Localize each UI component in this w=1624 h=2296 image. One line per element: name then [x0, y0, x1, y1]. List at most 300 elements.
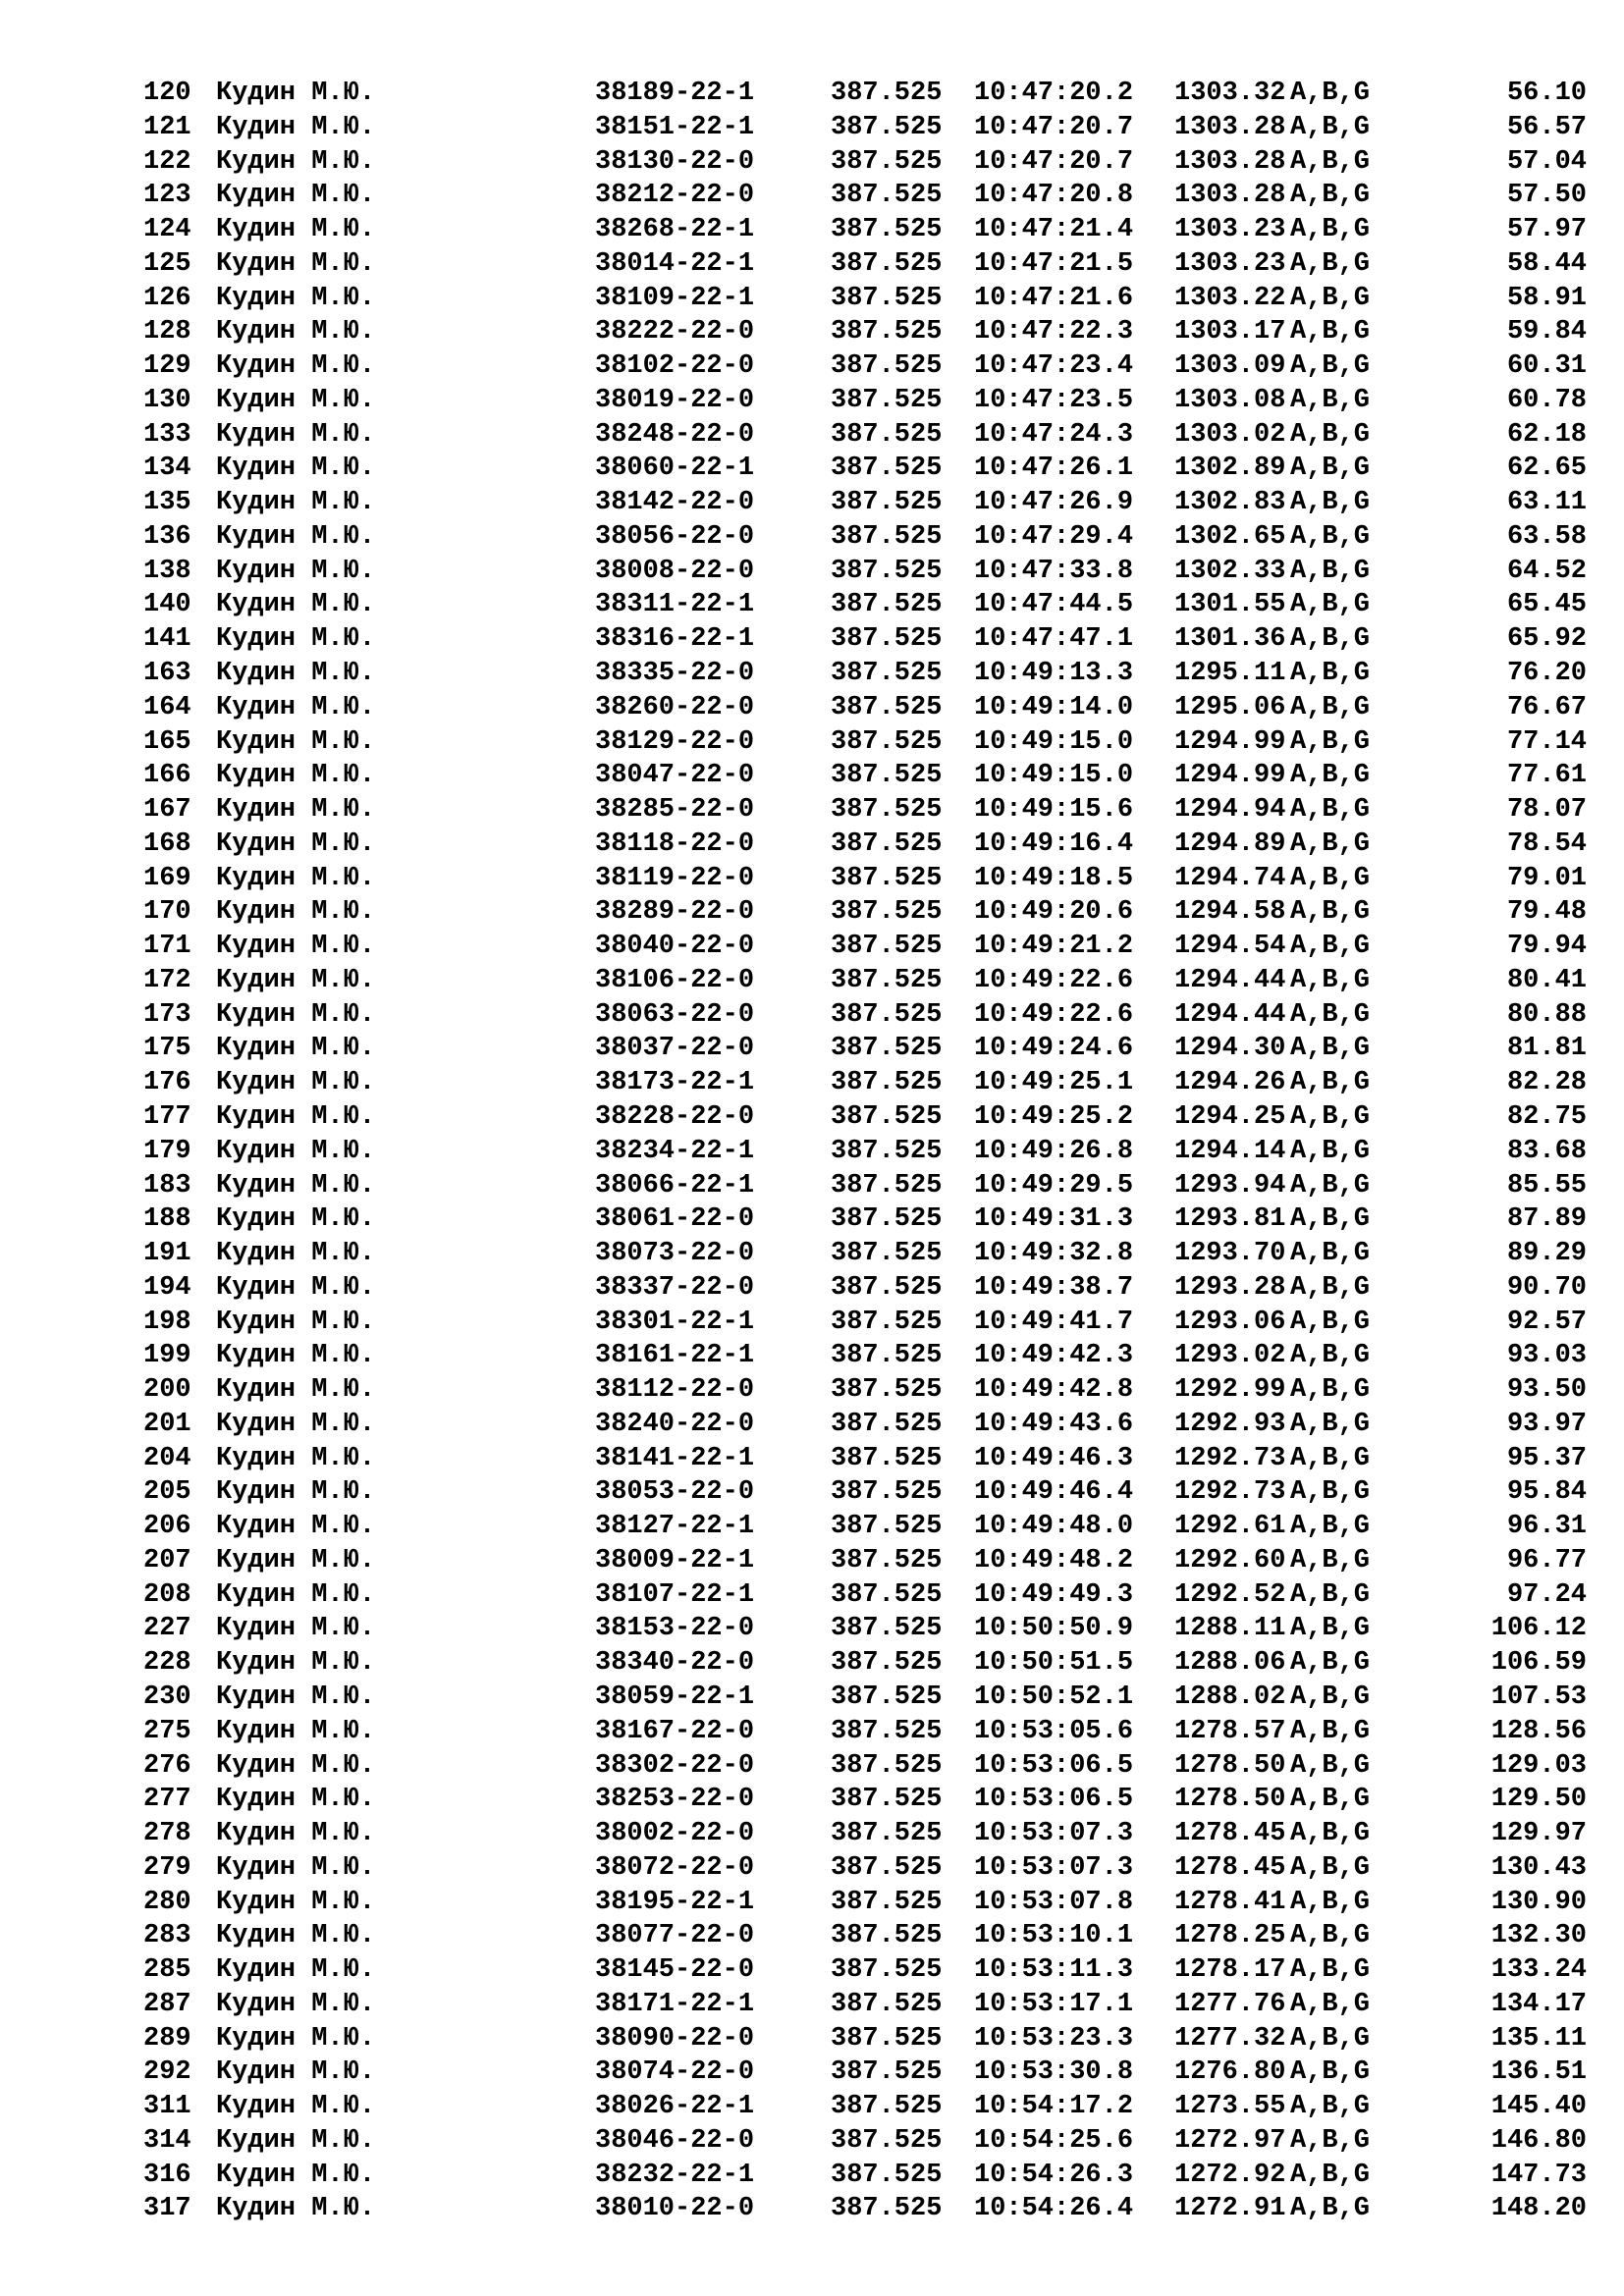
row-frequency: 387.525 [831, 897, 943, 928]
table-row [0, 862, 1624, 896]
row-time: 10:49:31.3 [974, 1204, 1134, 1235]
row-code: 38240-22-0 [595, 1409, 755, 1439]
row-distance: 133.24 [1490, 1955, 1587, 1986]
row-name: Кудин М.Ю. [216, 965, 376, 995]
row-number: 277 [143, 1785, 191, 1815]
row-number: 198 [143, 1307, 191, 1337]
table-row [0, 1032, 1624, 1066]
row-time: 10:47:21.4 [974, 215, 1134, 245]
row-value: 1294.44 [1174, 965, 1286, 995]
row-value: 1303.28 [1174, 181, 1286, 211]
row-time: 10:53:05.6 [974, 1716, 1134, 1746]
row-group: A,B,G [1290, 79, 1371, 108]
row-frequency: 387.525 [831, 1068, 943, 1098]
row-code: 38141-22-1 [595, 1443, 755, 1473]
row-distance: 57.04 [1506, 146, 1587, 177]
row-group: A,B,G [1290, 2057, 1371, 2088]
table-row [0, 2192, 1624, 2226]
row-number: 177 [143, 1101, 191, 1132]
row-value: 1303.28 [1174, 146, 1286, 177]
row-frequency: 387.525 [831, 1989, 943, 2019]
row-frequency: 387.525 [831, 1307, 943, 1337]
row-number: 292 [143, 2057, 191, 2088]
row-value: 1288.02 [1174, 1682, 1286, 1712]
row-name: Кудин М.Ю. [216, 385, 376, 415]
row-time: 10:47:29.4 [974, 521, 1134, 552]
row-time: 10:49:14.0 [974, 692, 1134, 722]
row-number: 285 [143, 1955, 191, 1986]
row-code: 38073-22-0 [595, 1239, 755, 1269]
row-code: 38129-22-0 [595, 726, 755, 757]
row-group: A,B,G [1290, 146, 1371, 177]
row-distance: 80.41 [1506, 965, 1587, 995]
row-code: 38074-22-0 [595, 2057, 755, 2088]
row-value: 1292.61 [1174, 1512, 1286, 1542]
row-name: Кудин М.Ю. [216, 1682, 376, 1712]
row-value: 1301.36 [1174, 624, 1286, 655]
row-number: 170 [143, 897, 191, 928]
row-number: 163 [143, 659, 191, 689]
row-time: 10:54:26.3 [974, 2160, 1134, 2190]
row-time: 10:47:22.3 [974, 317, 1134, 347]
row-time: 10:49:32.8 [974, 1239, 1134, 1269]
row-number: 175 [143, 1034, 191, 1064]
row-group: A,B,G [1290, 1545, 1371, 1575]
row-number: 140 [143, 590, 191, 620]
row-distance: 82.75 [1506, 1101, 1587, 1132]
row-group: A,B,G [1290, 521, 1371, 552]
row-name: Кудин М.Ю. [216, 726, 376, 757]
table-row [0, 895, 1624, 930]
row-code: 38222-22-0 [595, 317, 755, 347]
row-value: 1302.65 [1174, 521, 1286, 552]
row-code: 38268-22-1 [595, 215, 755, 245]
row-group: A,B,G [1290, 1136, 1371, 1166]
row-value: 1294.14 [1174, 1136, 1286, 1166]
row-group: A,B,G [1290, 1614, 1371, 1644]
row-value: 1303.08 [1174, 385, 1286, 415]
row-distance: 107.53 [1490, 1682, 1587, 1712]
row-value: 1288.06 [1174, 1648, 1286, 1679]
row-time: 10:53:07.3 [974, 1852, 1134, 1883]
row-frequency: 387.525 [831, 1785, 943, 1815]
row-time: 10:49:18.5 [974, 863, 1134, 893]
row-name: Кудин М.Ю. [216, 1716, 376, 1746]
row-frequency: 387.525 [831, 1034, 943, 1064]
table-row [0, 1544, 1624, 1578]
row-code: 38248-22-0 [595, 419, 755, 450]
row-group: A,B,G [1290, 1989, 1371, 2019]
row-frequency: 387.525 [831, 1750, 943, 1781]
row-name: Кудин М.Ю. [216, 1307, 376, 1337]
row-group: A,B,G [1290, 1682, 1371, 1712]
row-code: 38040-22-0 [595, 932, 755, 962]
row-group: A,B,G [1290, 1239, 1371, 1269]
row-name: Кудин М.Ю. [216, 1341, 376, 1371]
row-time: 10:47:26.9 [974, 488, 1134, 518]
row-value: 1292.93 [1174, 1409, 1286, 1439]
table-row [0, 282, 1624, 316]
row-group: A,B,G [1290, 1034, 1371, 1064]
row-time: 10:49:15.0 [974, 726, 1134, 757]
table-row [0, 1578, 1624, 1613]
row-frequency: 387.525 [831, 965, 943, 995]
row-name: Кудин М.Ю. [216, 2057, 376, 2088]
row-value: 1278.50 [1174, 1785, 1286, 1815]
table-row [0, 2159, 1624, 2193]
row-number: 227 [143, 1614, 191, 1644]
table-row [0, 145, 1624, 180]
row-time: 10:54:25.6 [974, 2125, 1134, 2156]
row-number: 120 [143, 79, 191, 108]
row-time: 10:47:20.2 [974, 79, 1134, 108]
row-code: 38260-22-0 [595, 692, 755, 722]
row-time: 10:47:20.8 [974, 181, 1134, 211]
row-code: 38014-22-1 [595, 248, 755, 279]
row-group: A,B,G [1290, 1785, 1371, 1815]
row-value: 1292.73 [1174, 1477, 1286, 1508]
row-group: A,B,G [1290, 795, 1371, 826]
table-row [0, 1066, 1624, 1100]
row-group: A,B,G [1290, 965, 1371, 995]
row-group: A,B,G [1290, 1272, 1371, 1303]
row-distance: 148.20 [1490, 2194, 1587, 2224]
row-name: Кудин М.Ю. [216, 215, 376, 245]
row-time: 10:49:26.8 [974, 1136, 1134, 1166]
row-number: 276 [143, 1750, 191, 1781]
row-value: 1272.92 [1174, 2160, 1286, 2190]
row-frequency: 387.525 [831, 692, 943, 722]
row-time: 10:47:26.1 [974, 454, 1134, 484]
row-number: 167 [143, 795, 191, 826]
row-time: 10:53:23.3 [974, 2023, 1134, 2054]
row-time: 10:47:21.5 [974, 248, 1134, 279]
row-frequency: 387.525 [831, 863, 943, 893]
row-group: A,B,G [1290, 659, 1371, 689]
row-number: 141 [143, 624, 191, 655]
row-value: 1292.73 [1174, 1443, 1286, 1473]
row-number: 206 [143, 1512, 191, 1542]
row-value: 1278.25 [1174, 1921, 1286, 1951]
row-code: 38102-22-0 [595, 351, 755, 382]
row-name: Кудин М.Ю. [216, 2160, 376, 2190]
row-number: 207 [143, 1545, 191, 1575]
row-distance: 83.68 [1506, 1136, 1587, 1166]
row-name: Кудин М.Ю. [216, 1579, 376, 1610]
row-name: Кудин М.Ю. [216, 454, 376, 484]
row-distance: 134.17 [1490, 1989, 1587, 2019]
row-group: A,B,G [1290, 317, 1371, 347]
row-frequency: 387.525 [831, 556, 943, 586]
row-distance: 128.56 [1490, 1716, 1587, 1746]
table-row [0, 1237, 1624, 1271]
row-time: 10:49:21.2 [974, 932, 1134, 962]
row-time: 10:49:46.3 [974, 1443, 1134, 1473]
table-row [0, 1783, 1624, 1817]
row-distance: 87.89 [1506, 1204, 1587, 1235]
row-group: A,B,G [1290, 283, 1371, 313]
row-name: Кудин М.Ю. [216, 1136, 376, 1166]
row-name: Кудин М.Ю. [216, 795, 376, 826]
row-name: Кудин М.Ю. [216, 79, 376, 108]
row-time: 10:49:29.5 [974, 1170, 1134, 1201]
table-row [0, 418, 1624, 453]
row-code: 38161-22-1 [595, 1341, 755, 1371]
row-distance: 106.59 [1490, 1648, 1587, 1679]
row-name: Кудин М.Ю. [216, 999, 376, 1030]
row-number: 171 [143, 932, 191, 962]
row-code: 38301-22-1 [595, 1307, 755, 1337]
row-value: 1278.50 [1174, 1750, 1286, 1781]
row-value: 1278.57 [1174, 1716, 1286, 1746]
row-distance: 78.07 [1506, 795, 1587, 826]
row-frequency: 387.525 [831, 215, 943, 245]
row-number: 311 [143, 2092, 191, 2122]
row-number: 188 [143, 1204, 191, 1235]
row-distance: 76.20 [1506, 659, 1587, 689]
table-row [0, 2090, 1624, 2124]
row-time: 10:53:07.8 [974, 1887, 1134, 1917]
table-row [0, 657, 1624, 691]
row-value: 1295.11 [1174, 659, 1286, 689]
row-time: 10:49:25.2 [974, 1101, 1134, 1132]
row-group: A,B,G [1290, 1477, 1371, 1508]
row-name: Кудин М.Ю. [216, 419, 376, 450]
row-code: 38337-22-0 [595, 1272, 755, 1303]
row-number: 194 [143, 1272, 191, 1303]
row-frequency: 387.525 [831, 1239, 943, 1269]
row-value: 1303.23 [1174, 215, 1286, 245]
table-row [0, 1100, 1624, 1135]
row-distance: 80.88 [1506, 999, 1587, 1030]
row-distance: 147.73 [1490, 2160, 1587, 2190]
row-code: 38232-22-1 [595, 2160, 755, 2190]
row-group: A,B,G [1290, 624, 1371, 655]
table-row [0, 555, 1624, 589]
row-number: 130 [143, 385, 191, 415]
row-frequency: 387.525 [831, 385, 943, 415]
row-code: 38008-22-0 [595, 556, 755, 586]
row-number: 123 [143, 181, 191, 211]
row-value: 1295.06 [1174, 692, 1286, 722]
row-value: 1276.80 [1174, 2057, 1286, 2088]
row-code: 38153-22-0 [595, 1614, 755, 1644]
row-name: Кудин М.Ю. [216, 1272, 376, 1303]
row-time: 10:49:41.7 [974, 1307, 1134, 1337]
row-distance: 81.81 [1506, 1034, 1587, 1064]
row-value: 1303.02 [1174, 419, 1286, 450]
row-code: 38212-22-0 [595, 181, 755, 211]
row-number: 280 [143, 1887, 191, 1917]
row-number: 122 [143, 146, 191, 177]
row-group: A,B,G [1290, 2023, 1371, 2054]
row-value: 1277.32 [1174, 2023, 1286, 2054]
row-value: 1303.23 [1174, 248, 1286, 279]
row-frequency: 387.525 [831, 624, 943, 655]
row-frequency: 387.525 [831, 1852, 943, 1883]
row-name: Кудин М.Ю. [216, 2194, 376, 2224]
row-value: 1278.45 [1174, 1852, 1286, 1883]
row-code: 38118-22-0 [595, 828, 755, 859]
row-distance: 65.45 [1506, 590, 1587, 620]
row-frequency: 387.525 [831, 932, 943, 962]
row-time: 10:47:44.5 [974, 590, 1134, 620]
row-code: 38311-22-1 [595, 590, 755, 620]
row-frequency: 387.525 [831, 2160, 943, 2190]
row-group: A,B,G [1290, 2092, 1371, 2122]
row-value: 1294.26 [1174, 1068, 1286, 1098]
row-name: Кудин М.Ю. [216, 1750, 376, 1781]
row-distance: 89.29 [1506, 1239, 1587, 1269]
table-row [0, 1646, 1624, 1681]
row-group: A,B,G [1290, 1170, 1371, 1201]
row-distance: 62.65 [1506, 454, 1587, 484]
row-code: 38316-22-1 [595, 624, 755, 655]
table-row [0, 111, 1624, 145]
row-number: 169 [143, 863, 191, 893]
row-name: Кудин М.Ю. [216, 521, 376, 552]
row-frequency: 387.525 [831, 79, 943, 108]
row-value: 1303.28 [1174, 112, 1286, 142]
row-distance: 57.50 [1506, 181, 1587, 211]
row-time: 10:53:10.1 [974, 1921, 1134, 1951]
row-time: 10:49:42.3 [974, 1341, 1134, 1371]
table-row [0, 77, 1624, 111]
row-frequency: 387.525 [831, 1955, 943, 1986]
table-row [0, 1612, 1624, 1646]
row-frequency: 387.525 [831, 248, 943, 279]
row-number: 208 [143, 1579, 191, 1610]
row-code: 38056-22-0 [595, 521, 755, 552]
row-number: 316 [143, 2160, 191, 2190]
row-number: 179 [143, 1136, 191, 1166]
row-frequency: 387.525 [831, 2125, 943, 2156]
row-frequency: 387.525 [831, 419, 943, 450]
row-code: 38047-22-0 [595, 761, 755, 791]
table-row [0, 725, 1624, 760]
table-row [0, 1681, 1624, 1715]
row-time: 10:47:24.3 [974, 419, 1134, 450]
row-name: Кудин М.Ю. [216, 1955, 376, 1986]
row-time: 10:47:21.6 [974, 283, 1134, 313]
row-frequency: 387.525 [831, 590, 943, 620]
row-group: A,B,G [1290, 1648, 1371, 1679]
table-row [0, 2056, 1624, 2090]
row-name: Кудин М.Ю. [216, 897, 376, 928]
table-row [0, 622, 1624, 657]
row-time: 10:53:11.3 [974, 1955, 1134, 1986]
row-number: 230 [143, 1682, 191, 1712]
row-time: 10:49:13.3 [974, 659, 1134, 689]
table-row [0, 1953, 1624, 1988]
table-row [0, 691, 1624, 725]
row-code: 38107-22-1 [595, 1579, 755, 1610]
table-row [0, 1339, 1624, 1373]
row-group: A,B,G [1290, 1955, 1371, 1986]
row-value: 1294.99 [1174, 726, 1286, 757]
row-frequency: 387.525 [831, 1579, 943, 1610]
row-time: 10:49:16.4 [974, 828, 1134, 859]
row-group: A,B,G [1290, 726, 1371, 757]
row-code: 38289-22-0 [595, 897, 755, 928]
row-frequency: 387.525 [831, 795, 943, 826]
row-number: 279 [143, 1852, 191, 1883]
row-value: 1302.89 [1174, 454, 1286, 484]
row-distance: 56.57 [1506, 112, 1587, 142]
row-distance: 95.37 [1506, 1443, 1587, 1473]
row-frequency: 387.525 [831, 351, 943, 382]
row-code: 38145-22-0 [595, 1955, 755, 1986]
row-code: 38060-22-1 [595, 454, 755, 484]
row-code: 38009-22-1 [595, 1545, 755, 1575]
row-name: Кудин М.Ю. [216, 1443, 376, 1473]
document-listing [0, 77, 1624, 2226]
row-code: 38112-22-0 [595, 1375, 755, 1406]
table-row [0, 213, 1624, 247]
row-frequency: 387.525 [831, 488, 943, 518]
row-frequency: 387.525 [831, 2194, 943, 2224]
row-distance: 132.30 [1490, 1921, 1587, 1951]
row-code: 38173-22-1 [595, 1068, 755, 1098]
row-code: 38077-22-0 [595, 1921, 755, 1951]
row-distance: 96.77 [1506, 1545, 1587, 1575]
row-frequency: 387.525 [831, 1375, 943, 1406]
row-group: A,B,G [1290, 112, 1371, 142]
row-code: 38285-22-0 [595, 795, 755, 826]
row-value: 1303.09 [1174, 351, 1286, 382]
row-group: A,B,G [1290, 1443, 1371, 1473]
row-distance: 90.70 [1506, 1272, 1587, 1303]
row-time: 10:47:23.4 [974, 351, 1134, 382]
row-frequency: 387.525 [831, 1136, 943, 1166]
row-distance: 60.78 [1506, 385, 1587, 415]
row-distance: 85.55 [1506, 1170, 1587, 1201]
row-time: 10:50:52.1 [974, 1682, 1134, 1712]
table-row [0, 1988, 1624, 2022]
row-name: Кудин М.Ю. [216, 1887, 376, 1917]
row-group: A,B,G [1290, 761, 1371, 791]
row-number: 173 [143, 999, 191, 1030]
row-group: A,B,G [1290, 1409, 1371, 1439]
row-value: 1272.91 [1174, 2194, 1286, 2224]
row-frequency: 387.525 [831, 999, 943, 1030]
row-frequency: 387.525 [831, 521, 943, 552]
row-distance: 135.11 [1490, 2023, 1587, 2054]
row-value: 1303.17 [1174, 317, 1286, 347]
row-name: Кудин М.Ю. [216, 1852, 376, 1883]
row-time: 10:49:15.6 [974, 795, 1134, 826]
row-code: 38059-22-1 [595, 1682, 755, 1712]
row-value: 1293.94 [1174, 1170, 1286, 1201]
row-time: 10:54:17.2 [974, 2092, 1134, 2122]
table-row [0, 2022, 1624, 2056]
row-time: 10:53:06.5 [974, 1750, 1134, 1781]
table-row [0, 247, 1624, 282]
row-value: 1302.83 [1174, 488, 1286, 518]
row-group: A,B,G [1290, 863, 1371, 893]
row-time: 10:53:06.5 [974, 1785, 1134, 1815]
row-distance: 56.10 [1506, 79, 1587, 108]
row-group: A,B,G [1290, 590, 1371, 620]
row-code: 38053-22-0 [595, 1477, 755, 1508]
row-value: 1293.06 [1174, 1307, 1286, 1337]
row-number: 135 [143, 488, 191, 518]
row-code: 38046-22-0 [595, 2125, 755, 2156]
row-time: 10:47:47.1 [974, 624, 1134, 655]
row-distance: 92.57 [1506, 1307, 1587, 1337]
row-distance: 129.03 [1490, 1750, 1587, 1781]
row-code: 38151-22-1 [595, 112, 755, 142]
